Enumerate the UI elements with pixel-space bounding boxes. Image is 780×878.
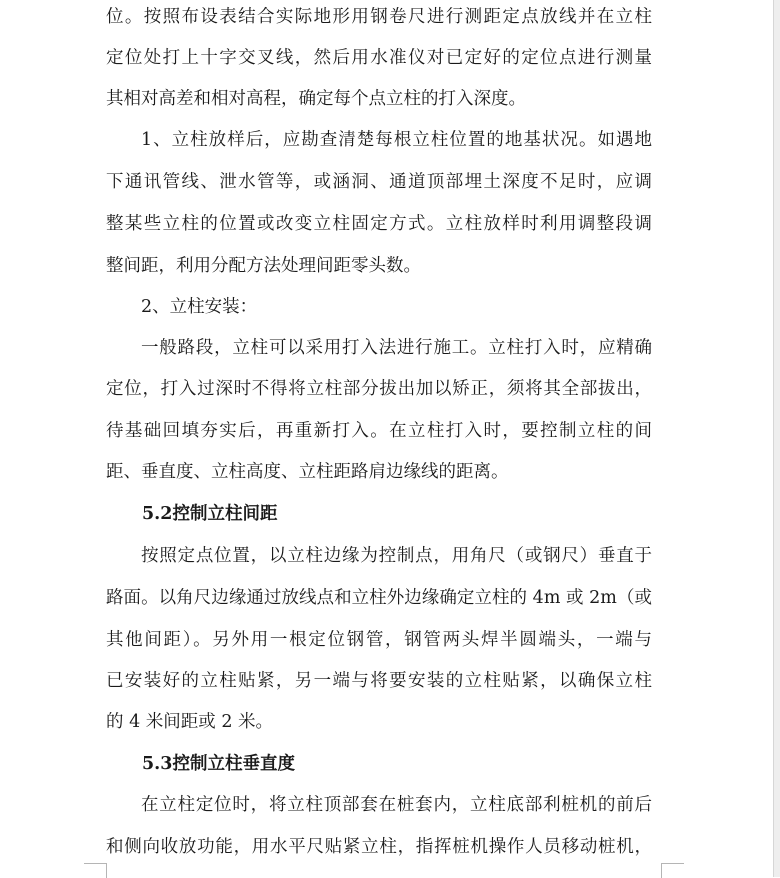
text-line: 距、垂直度、立柱高度、立柱距路肩边缘线的距离。 <box>106 462 509 482</box>
section-heading: 5.2控制立柱间距 <box>142 504 278 524</box>
text-line: 在立柱定位时，将立柱顶部套在桩套内，立柱底部利桩机的前后 <box>141 795 652 815</box>
text-line: 路面。以角尺边缘通过放线点和立柱外边缘确定立柱的 4m 或 2m（或 <box>106 588 652 608</box>
scrollbar-edge[interactable] <box>773 0 780 877</box>
text-line: 的 4 米间距或 2 米。 <box>106 712 274 732</box>
text-line: 和侧向收放功能，用水平尺贴紧立柱，指挥桩机操作人员移动桩机， <box>106 837 652 857</box>
text-line: 2、立柱安装： <box>141 297 258 317</box>
text-line: 待基础回填夯实后，再重新打入。在立柱打入时，要控制立柱的间 <box>106 421 652 441</box>
text-line: 位。按照布设表结合实际地形用钢卷尺进行测距定点放线并在立柱 <box>106 7 652 27</box>
text-line: 其相对高差和相对高程，确定每个点立柱的打入深度。 <box>106 89 526 109</box>
text-line: 定位处打上十字交叉线，然后用水准仪对已定好的定位点进行测量 <box>106 48 652 68</box>
text-line: 按照定点位置，以立柱边缘为控制点，用角尺（或钢尺）垂直于 <box>141 546 652 566</box>
text-line: 一般路段，立柱可以采用打入法进行施工。立柱打入时，应精确 <box>141 338 652 358</box>
text-line: 下通讯管线、泄水管等，或涵洞、通道顶部埋土深度不足时，应调 <box>106 172 652 192</box>
text-line: 1、立柱放样后，应勘查清楚每根立柱位置的地基状况。如遇地 <box>141 130 652 150</box>
text-line: 已安装好的立柱贴紧，另一端与将要安装的立柱贴紧，以确保立柱 <box>106 671 652 691</box>
page-corner-mark <box>661 863 684 878</box>
text-line: 其他间距）。另外用一根定位钢管，钢管两头焊半圆端头，一端与 <box>106 630 652 650</box>
page-corner-mark <box>84 863 107 878</box>
text-line: 整间距，利用分配方法处理间距零头数。 <box>106 256 421 276</box>
text-line: 定位，打入过深时不得将立柱部分拔出加以矫正，须将其全部拔出， <box>106 379 652 399</box>
text-line: 整某些立柱的位置或改变立柱固定方式。立柱放样时利用调整段调 <box>106 214 652 234</box>
section-heading: 5.3控制立柱垂直度 <box>142 754 295 774</box>
